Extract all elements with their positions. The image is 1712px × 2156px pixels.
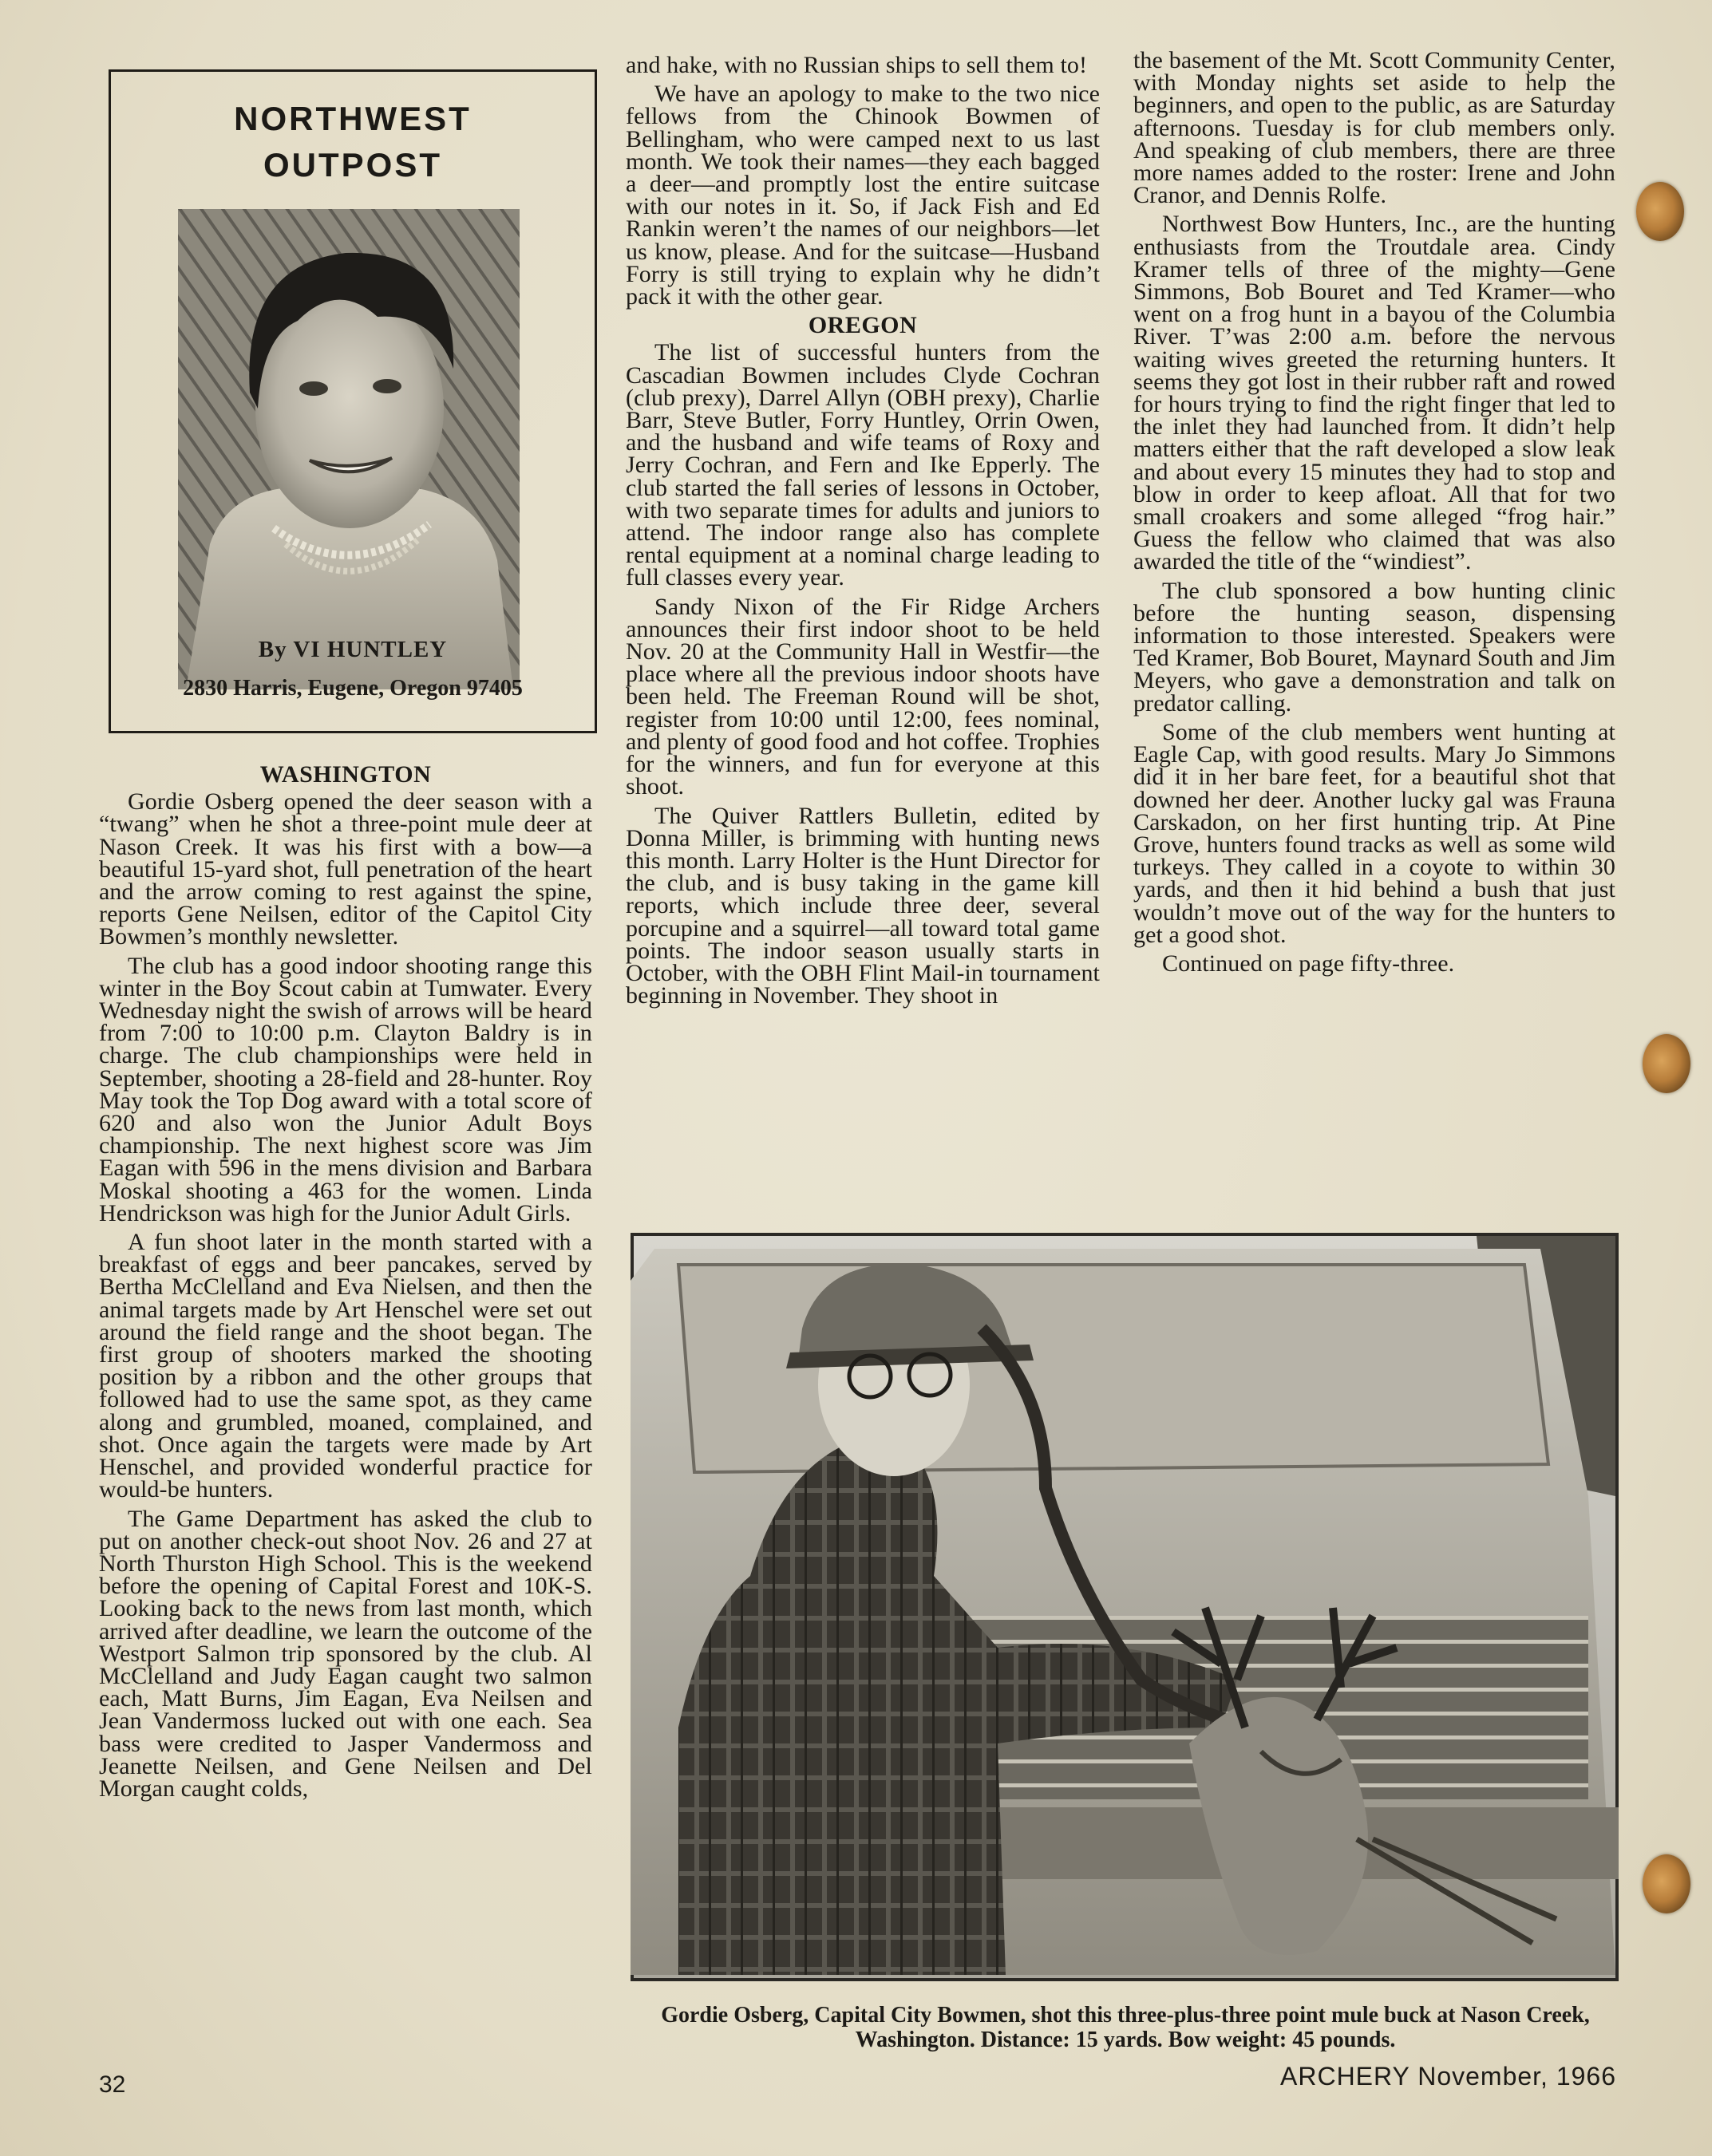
page-number: 32	[99, 2071, 126, 2098]
binder-hole	[1643, 1854, 1690, 1913]
paragraph: Some of the club members went hunting at Eagle Cap, with good results. Mary Jo Simmons did it in her bare feet, for a beautiful shot that downed her deer. Another lucky gal was Frauna Carskadon, on her first hunting trip. At Pine Grove, hunters found tracks as well as some wild turkeys. They called in a coyote to within 30 yards, and then it hid behind a bush that just wouldn’t move out of the way for the hunters to get a good shot.	[1133, 718, 1615, 948]
continued-note: Continued on page fifty-three.	[1162, 950, 1455, 977]
text-column-2	[626, 54, 1100, 1013]
paragraph: Gordie Osberg opened the deer season with a “twang” when he shot a three-point mule deer at Nason Creek. It was his first with a bow—a beautiful 15-yard shot, full penetration of the heart and the arrow coming to rest against the spine, reports Gene Neilsen, editor of the Capitol City Bowmen’s monthly newsletter.	[99, 788, 592, 950]
photo-caption: Gordie Osberg, Capital City Bowmen, shot this three-plus-three point mule buck at Nason Creek, Washington. Distance: 15 yards. Bow weight: 45 pounds.	[661, 2003, 1590, 2052]
paragraph: The list of successful hunters from the Cascadian Bowmen includes Clyde Cochran (club prexy), Darrel Allyn (OBH prexy), Charlie Barr, Steve Butler, Forry Huntley, Orrin Owen, and the husband and wife teams of Roxy and Jerry Cochran, and Fern and Ike Epperly. The club started the fall series of lessons in October, with two separate times for adults and juniors to attend. The indoor range also has complete rental equipment at a nominal charge leading to full classes every year.	[626, 339, 1100, 591]
paragraph: and hake, with no Russian ships to sell them to!	[626, 52, 1088, 78]
column-title-line1: NORTHWEST	[234, 100, 472, 137]
binder-hole	[1643, 1034, 1690, 1093]
binder-hole	[1636, 182, 1684, 241]
paragraph: The Quiver Rattlers Bulletin, edited by Donna Miller, is brimming with hunting news this month. Larry Holter is the Hunt Director for the club, and is busy taking in the game kill reports, which include three deer, several porcupine and a squirrel—all toward total game points. The indoor season usually starts in October, with the OBH Flint Mail-in tournament beginning in November. They shoot in	[626, 802, 1100, 1009]
paragraph: We have an apology to make to the two nice fellows from the Chinook Bowmen of Bellingham, who were camped next to us last month. We took their names—they each bagged a deer—and promptly lost the entire suitcase with our notes in it. So, if Jack Fish and Ed Rankin weren’t the names of our neighbors—let us know, please. And for the suitcase—Husband Forry is still trying to explain why he didn’t pack it with the other gear.	[626, 81, 1100, 310]
section-heading-washington: WASHINGTON	[259, 761, 432, 788]
hunter-with-mule-deer-photo	[631, 1233, 1619, 1981]
paragraph: Sandy Nixon of the Fir Ridge Archers announces their first indoor shoot to be held Nov. 20 at the Community Hall in Westfir—the place where all the previous indoor shoots have been held. The Freeman Round will be shot, register from 10:00 until 12:00, fees nominal, and plenty of good food and hot coffee. Trophies for the winners, and fun for everyone at this shoot.	[626, 593, 1100, 800]
paragraph: The Game Department has asked the club to put on another check-out shoot Nov. 26 and 27 at North Thurston High School. This is the weekend before the opening of Capital Forest and 10K-S. Looking back to the news from last month, which arrived after deadline, we learn the outcome of the Westport Salmon trip sponsored by the club. Al McClelland and Judy Eagan caught two salmon each, Matt Burns, Jim Eagan, Eva Neilsen and Jean Vandermoss lucked out with one each. Sea bass were credited to Jasper Vandermoss and Jeanette Neilsen, and Gene Neilsen and Del Morgan caught colds,	[99, 1505, 592, 1802]
paragraph: Northwest Bow Hunters, Inc., are the hunting enthusiasts from the Troutdale area. Cindy Kramer tells of three of the mighty—Gene Simmons, Bob Bouret and Ted Kramer—who went on a frog hunt in a bayou of the Columbia River. T’was 2:00 a.m. before the nervous waiting wives greeted the returning hunters. It seems they got lost in their rubber raft and rowed for hours trying to find the right finger that led to the inlet they had launched from. It didn’t help matters either that the raft developed a slow leak and about every 15 minutes they had to stop and blow in order to keep afloat. All that for two small croakers and some alleged “frog hair.” Guess the fellow who claimed that was also awarded the title of the “windiest”.	[1133, 211, 1615, 575]
paragraph: The club has a good indoor shooting range this winter in the Boy Scout cabin at Tumwater. Every Wednesday night the swish of arrows will be heard from 7:00 to 10:00 p.m. Clayton Baldry is in charge. The club championships were held in September, shooting a 28-field and 28-hunter. Roy May took the Top Dog award with a total score of 620 and also won the Junior Adult Boys championship. The next highest score was Jim Eagan with 596 in the mens division and Barbara Moskal shooting a 463 for the women. Linda Hendrickson was high for the Junior Adult Girls.	[99, 952, 592, 1226]
paragraph: the basement of the Mt. Scott Community Center, with Monday nights set aside to help the beginners, and open to the public, as are Saturday afternoons. Tuesday is for club members only. And speaking of club members, there are three more names added to the roster: Irene and John Cranor, and Dennis Rolfe.	[1133, 47, 1615, 209]
column-byline: By VI HUNTLEY	[258, 637, 448, 662]
column-title-line2: OUTPOST	[263, 146, 442, 184]
author-address: 2830 Harris, Eugene, Oregon 97405	[183, 676, 523, 701]
publication-footer: ARCHERY November, 1966	[1280, 2062, 1617, 2091]
section-heading-oregon: OREGON	[808, 312, 918, 339]
text-column-3	[1133, 49, 1615, 981]
column-title	[111, 96, 595, 188]
author-portrait-image	[178, 209, 520, 689]
paragraph: A fun shoot later in the month started with a breakfast of eggs and beer pancakes, served by Bertha McClelland and Eva Nielsen, and then the animal targets made by Art Henschel were set out around the field range and the shoot began. The first group of shooters marked the shooting position by a ribbon and the other groups that followed had to use the same spot, as they came along and grumbled, moaned, complained, and shot. Once again the targets were made by Art Henschel, and provided wonderful practice for would-be hunters.	[99, 1229, 592, 1503]
column-header-box	[109, 69, 597, 733]
text-column-1	[99, 762, 592, 1807]
paragraph: The club sponsored a bow hunting clinic before the hunting season, dispensing information to those interested. Speakers were Ted Kramer, Bob Bouret, Maynard South and Jim Meyers, who gave a demonstration and talk on predator calling.	[1133, 577, 1615, 717]
